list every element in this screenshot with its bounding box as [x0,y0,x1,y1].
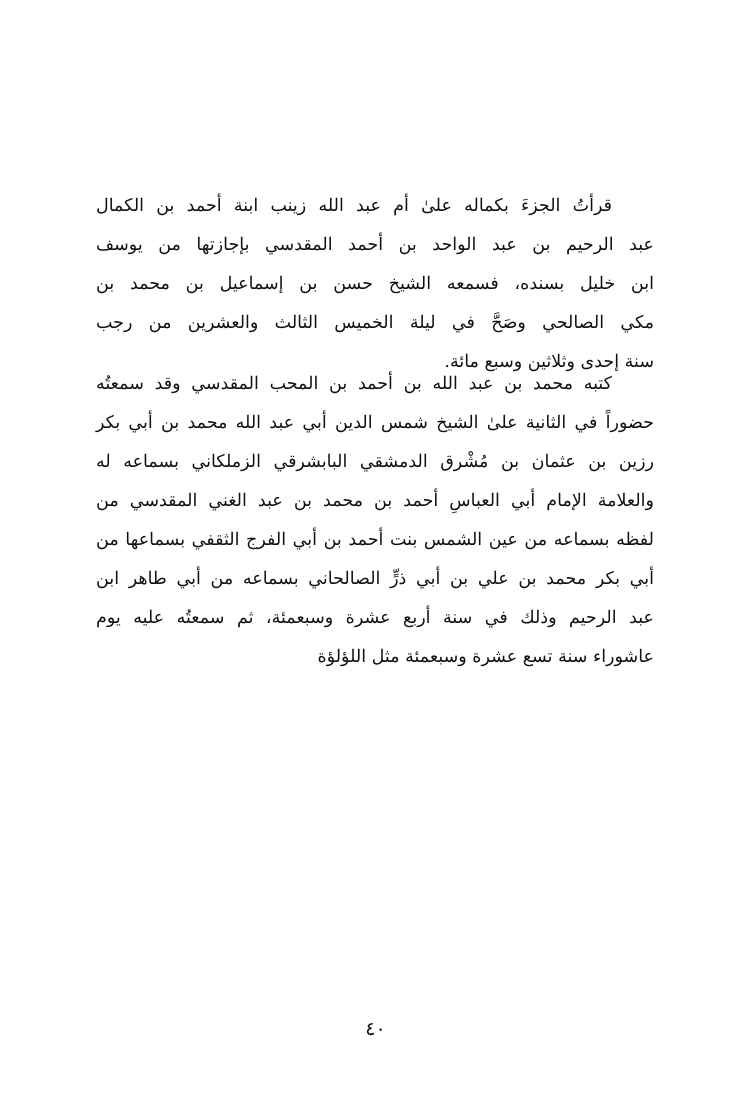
paragraph-1-line-2: عبد الرحيم بن عبد الواحد بن أحمد المقدسي بإجازتها من يوسف [96,235,654,255]
paragraph-2 [96,365,654,677]
paragraph-2-line-5: لفظه بسماعه من عين الشمس بنت أحمد بن أبي الفرج الثقفي بسماعها من [96,530,654,550]
paragraph-1-line-1: قرأتُ الجزءَ بكماله علىٰ أم عبد الله زينب ابنة أحمد بن الكمال [96,196,612,216]
paragraph-2-line-2: حضوراً في الثانية علىٰ الشيخ شمس الدين أبي عبد الله محمد بن أبي بكر [96,413,654,433]
paragraph-1-line-3: ابن خليل بسنده، فسمعه الشيخ حسن بن إسماعيل بن محمد بن [96,274,654,294]
paragraph-1 [96,187,654,382]
paragraph-1-line-4: مكي الصالحي وصَحَّ في ليلة الخميس الثالث والعشرين من رجب [96,313,654,333]
paragraph-1-line-5: سنة إحدى وثلاثين وسبع مائة. [444,352,654,372]
paragraph-2-line-1: كتبه محمد بن عبد الله بن أحمد بن المحب المقدسي وقد سمعتُه [96,374,612,394]
paragraph-2-line-8: عاشوراء سنة تسع عشرة وسبعمئة مثل اللؤلؤة [317,647,654,667]
paragraph-2-line-7: عبد الرحيم وذلك في سنة أربع عشرة وسبعمئة، ثم سمعتُه عليه يوم [96,608,654,628]
page-number: ٤٠ [365,1018,386,1040]
paragraph-2-line-4: والعلامة الإمام أبي العباسِ أحمد بن محمد بن عبد الغني المقدسي من [96,491,654,511]
paragraph-2-line-3: رزين بن عثمان بن مُشْرق الدمشقي البابشرقي الزملكاني بسماعه له [96,452,654,472]
paragraph-2-line-6: أبي بكر محمد بن علي بن أبي ذرٍّ الصالحاني بسماعه من أبي طاهر ابن [96,569,654,589]
